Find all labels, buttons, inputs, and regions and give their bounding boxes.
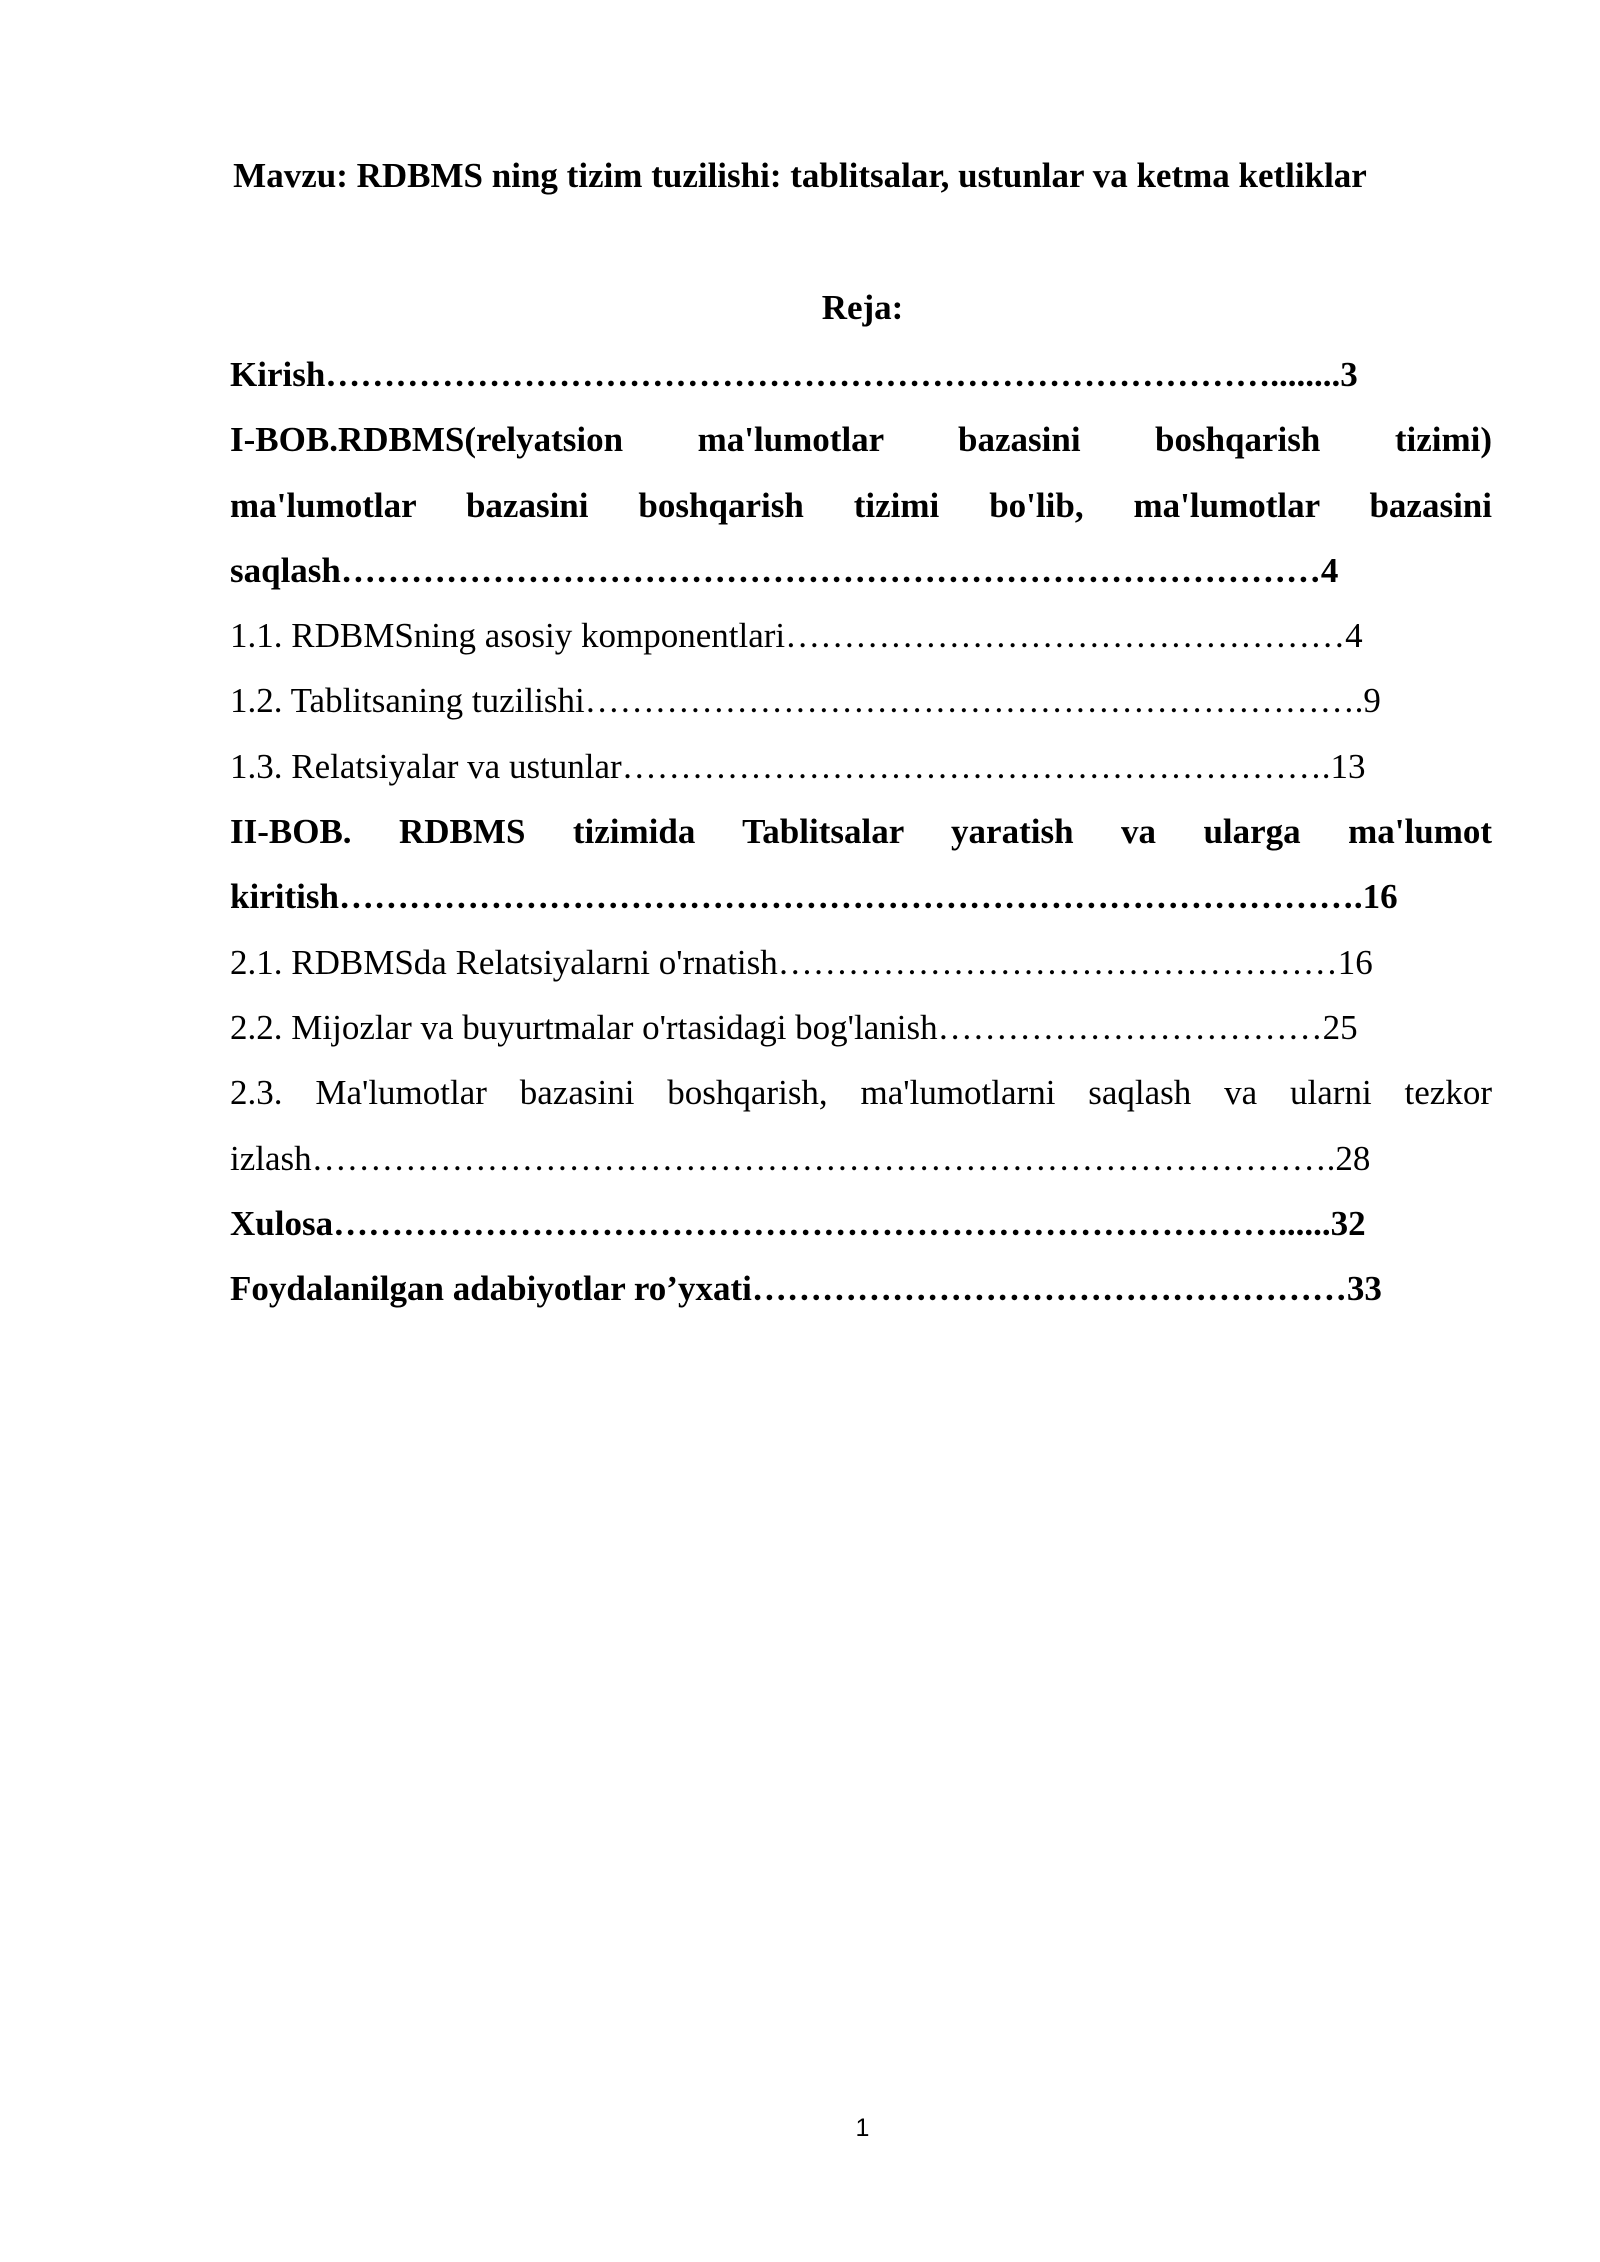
toc-entry-section-1-2: 1.2. Tablitsaning tuzilishi………………………………………………………….9 (230, 681, 1381, 721)
toc-entry-section-1-3: 1.3. Relatsiyalar va ustunlar…………………………………………………….13 (230, 746, 1366, 786)
toc-entry-section-2-2: 2.2. Mijozlar va buyurtmalar o'rtasidagi bog'lanish……………………………25 (230, 1007, 1358, 1047)
plan-heading: Reja: (821, 288, 904, 327)
toc-entry-chapter-2-line-1: II-BOB. RDBMS tizimida Tablitsalar yaratish va ularga ma'lumot (230, 812, 1492, 852)
table-of-contents (230, 342, 1492, 1321)
toc-entry-section-2-3-line-1: 2.3. Ma'lumotlar bazasini boshqarish, ma'lumotlarni saqlash va ularni tezkor (230, 1073, 1492, 1113)
toc-entry-chapter-2-line-2: kiritish…………………………………………………………………………….16 (230, 877, 1398, 917)
page-number: 1 (855, 2114, 870, 2142)
toc-entry-section-2-1: 2.1. RDBMSda Relatsiyalarni o'rnatish…………………………………………16 (230, 942, 1373, 982)
toc-entry-section-1-1: 1.1. RDBMSning asosiy komponentlari…………………………………………4 (230, 616, 1363, 656)
toc-entry-kirish: Kirish………………………………………………………………………........3 (230, 355, 1358, 394)
toc-entry-chapter-1-line-2: ma'lumotlar bazasini boshqarish tizimi bo'lib, ma'lumotlar bazasini (230, 485, 1492, 525)
document-topic-title: Mavzu: RDBMS ning tizim tuzilishi: tablitsalar, ustunlar va ketma ketliklar (233, 156, 1367, 195)
toc-entry-section-2-3-line-2: izlash…………………………………………………………………………….28 (230, 1138, 1371, 1178)
toc-entry-chapter-1-line-3: saqlash…………………………………………………………………………4 (230, 550, 1339, 590)
toc-entry-chapter-1-line-1: I-BOB.RDBMS(relyatsion ma'lumotlar bazasini boshqarish tizimi) (230, 420, 1492, 460)
toc-entry-references: Foydalanilgan adabiyotlar ro’yxati……………………………………………33 (230, 1269, 1382, 1309)
toc-entry-xulosa: Xulosa………………………………………………………………………......32 (230, 1203, 1366, 1243)
